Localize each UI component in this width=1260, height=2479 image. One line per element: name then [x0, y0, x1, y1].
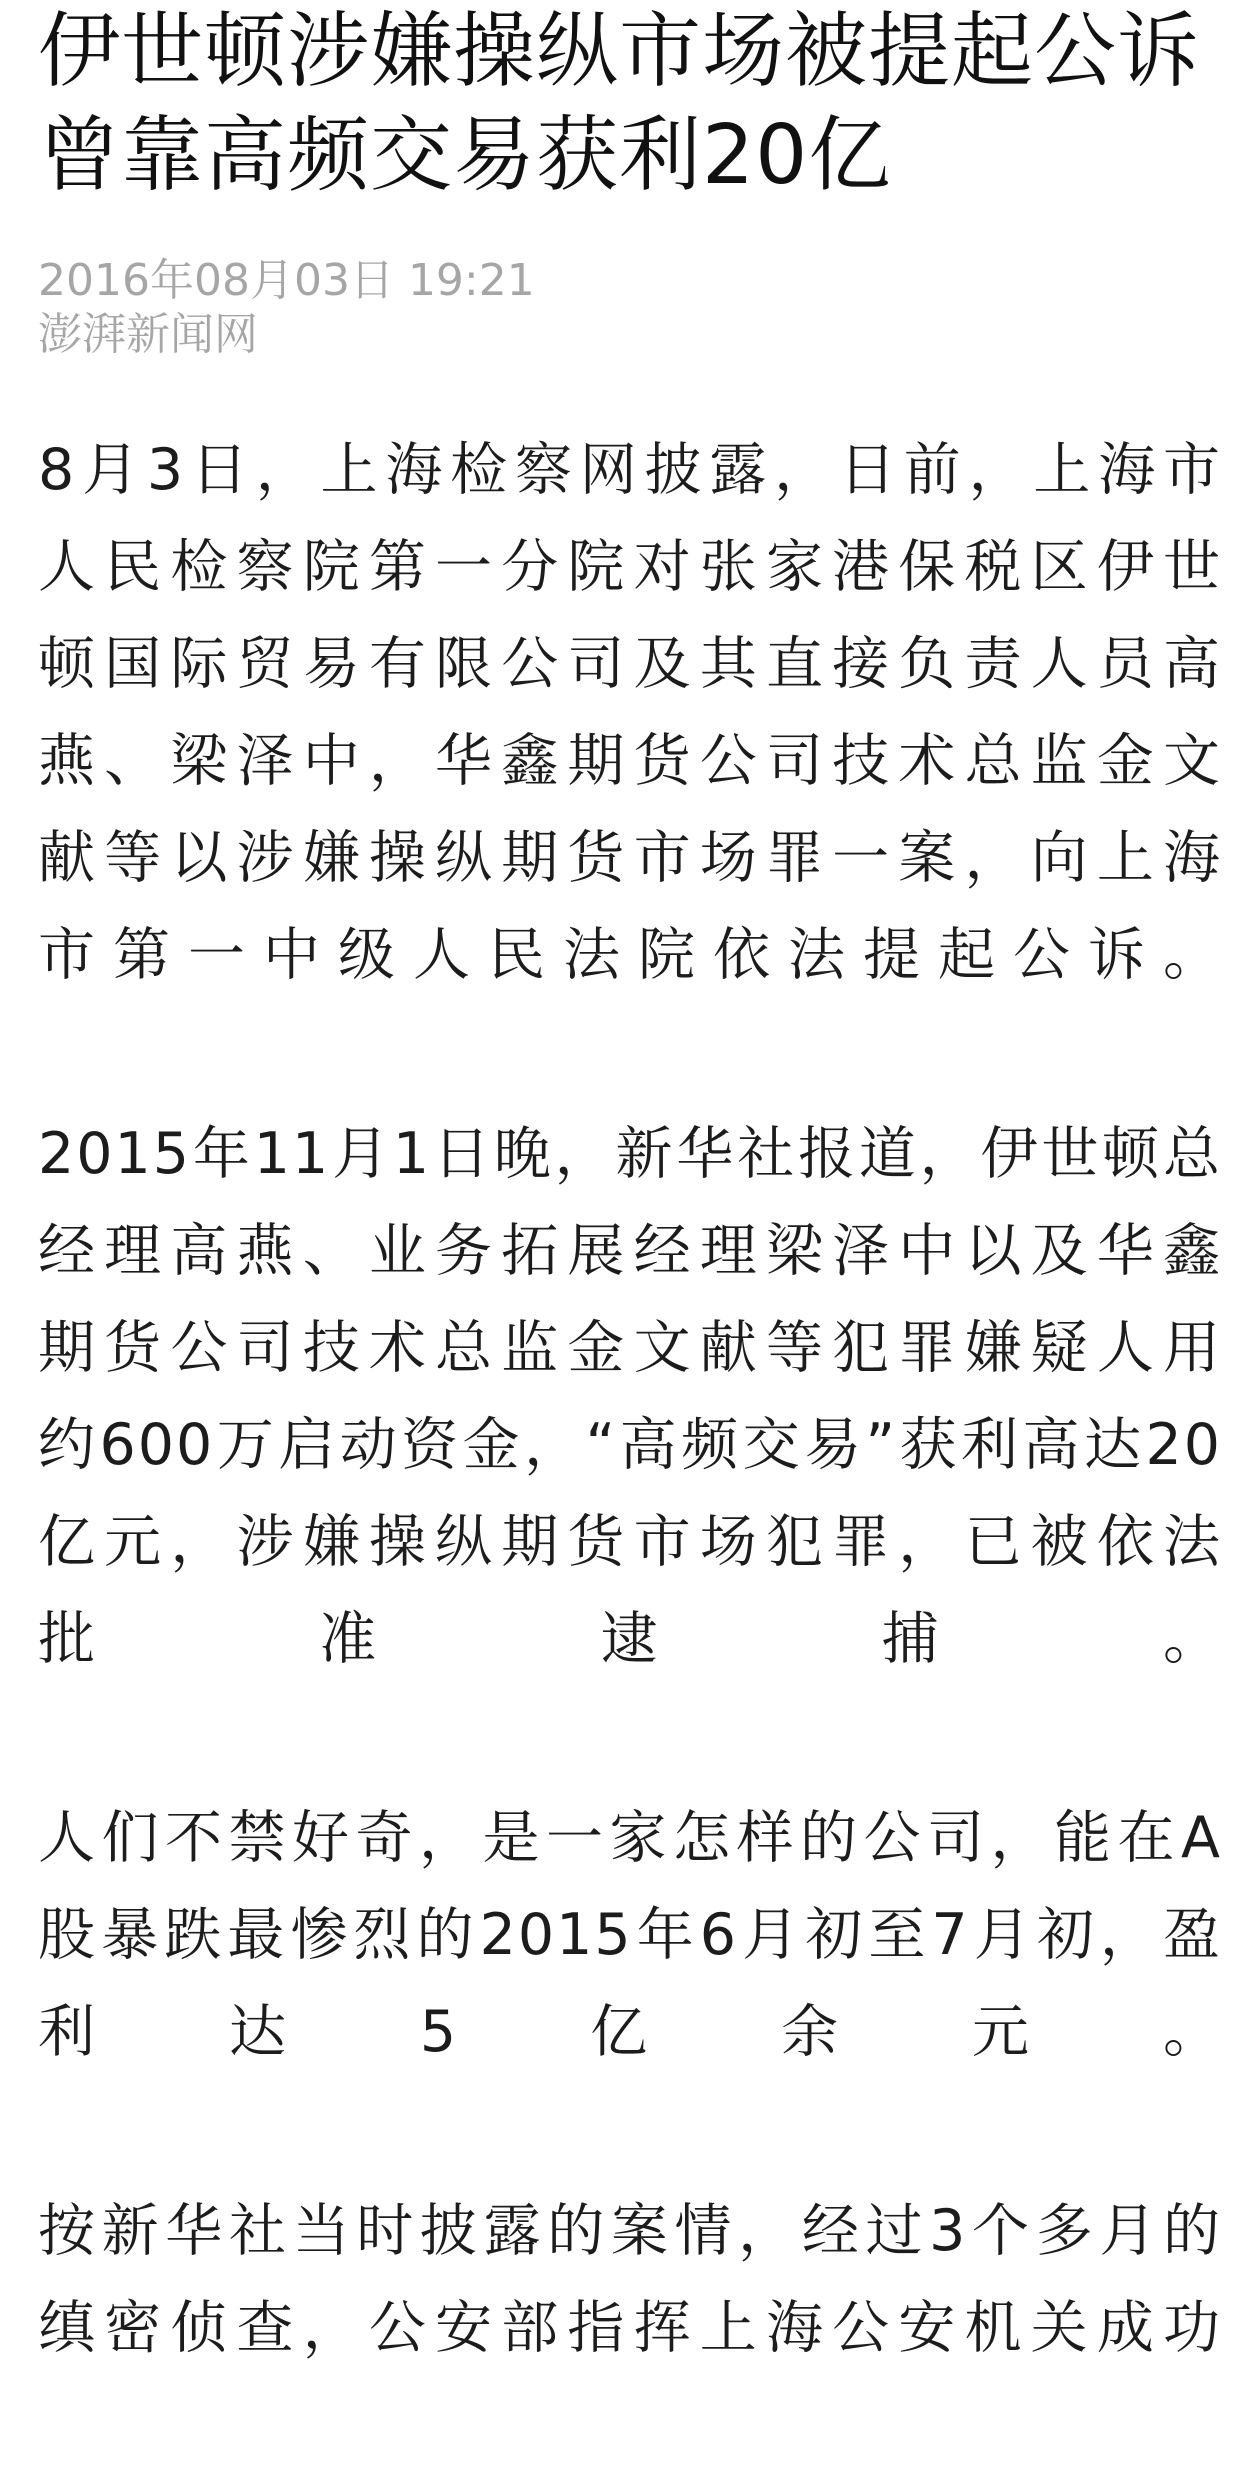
paragraph-line: 市第一中级人民法院依法提起公诉。	[38, 922, 1222, 988]
paragraph-line: 利达5亿余元。	[38, 1999, 1222, 2065]
publish-date: 2016年08月03日 19:21	[38, 255, 535, 306]
title-line: 曾靠高频交易获利20亿	[38, 108, 892, 203]
article-title	[38, 0, 1222, 208]
paragraph-line: 燕、梁泽中，华鑫期货公司技术总监金文	[38, 728, 1222, 794]
paragraph-line: 经理高燕、业务拓展经理梁泽中以及华鑫	[38, 1218, 1222, 1284]
article-meta	[38, 254, 1222, 362]
paragraph-line: 顿国际贸易有限公司及其直接负责人员高	[38, 631, 1222, 697]
paragraph	[38, 2183, 1222, 2377]
paragraph-line: 亿元，涉嫌操纵期货市场犯罪，已被依法	[38, 1509, 1222, 1575]
paragraph-line: 2015年11月1日晚，新华社报道，伊世顿总	[38, 1121, 1222, 1187]
paragraph-line: 人民检察院第一分院对张家港保税区伊世	[38, 534, 1222, 600]
paragraph-line: 股暴跌最惨烈的2015年6月初至7月初，盈	[38, 1902, 1222, 1968]
paragraph-line: 献等以涉嫌操纵期货市场罪一案，向上海	[38, 825, 1222, 891]
paragraph-line: 约600万启动资金，“高频交易”获利高达20	[38, 1412, 1222, 1478]
paragraph-line: 人们不禁好奇，是一家怎样的公司，能在A	[38, 1805, 1222, 1871]
paragraph	[38, 422, 1222, 1004]
source-name[interactable]: 澎湃新闻网	[38, 309, 258, 360]
article	[38, 0, 1222, 2479]
article-body	[38, 422, 1222, 2377]
paragraph-line: 批准逮捕。	[38, 1606, 1222, 1672]
paragraph-line: 期货公司技术总监金文献等犯罪嫌疑人用	[38, 1315, 1222, 1381]
paragraph	[38, 1106, 1222, 1688]
title-line: 伊世顿涉嫌操纵市场被提起公诉	[38, 4, 1201, 99]
paragraph-line: 缜密侦查，公安部指挥上海公安机关成功	[38, 2295, 1222, 2361]
paragraph	[38, 1790, 1222, 2081]
paragraph-line: 8月3日，上海检察网披露，日前，上海市	[38, 437, 1222, 503]
paragraph-line: 按新华社当时披露的案情，经过3个多月的	[38, 2198, 1222, 2264]
